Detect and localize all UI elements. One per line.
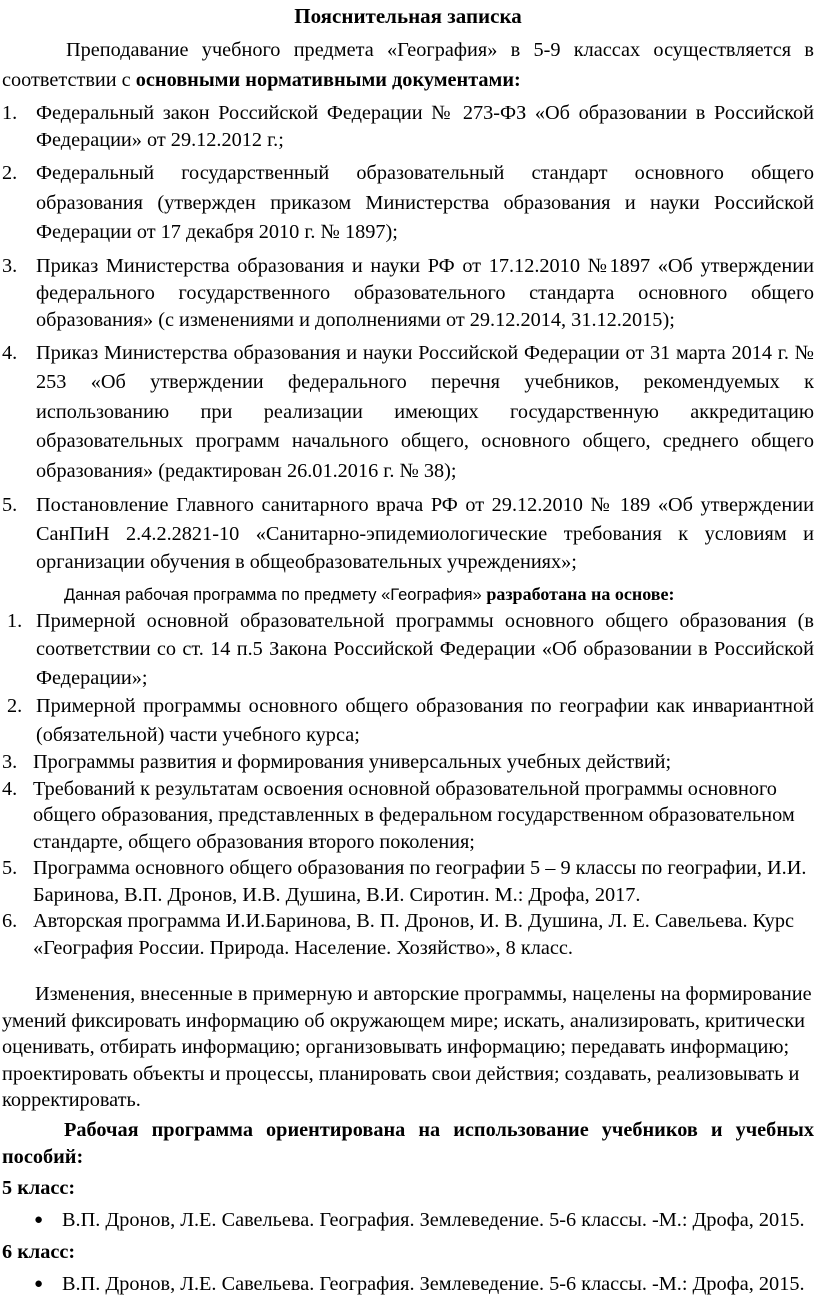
list-item-text: Примерной программы основного общего образования по географии как инвариантной (обязательной) части учебного курса; (36, 695, 814, 746)
list-number: 5. (2, 857, 18, 879)
list-number: 2. (2, 162, 18, 184)
list-item-text: Приказ Министерства образования и науки Российской Федерации от 31 марта 2014 г. № 253 «Об утверждении федерального перечня учебников, рекомендуемых к использованию при реализации имеющих государственную аккредитацию образовательных программ начального общего, основного общего, среднего общего образования» (редактирован 26.01.2016 г. № 38); (36, 341, 814, 482)
book-text: В.П. Дронов, Л.Е. Савельева. География. Землеведение. 5-6 классы. -М.: Дрофа, 2015. (62, 1272, 805, 1295)
list-item-text: Программа основного общего образования по географии 5 – 9 классы по географии, И.И. Баринова, В.П. Дронов, И.В. Душина, В.И. Сиротин. М.: Дрофа, 2017. (33, 857, 807, 906)
list-item-text: Требований к результатам освоения основной образовательной программы основного общего образования, представленных в федеральном государственном образовательном стандарте, общего образования второго поколения; (33, 777, 795, 853)
list-number: 1. (2, 102, 18, 124)
page-title: Пояснительная записка (294, 4, 522, 28)
intro-text: Преподавание учебного предмета «География» в 5-9 классах осуществляется в соответствии с (2, 39, 814, 91)
list-number: 4. (2, 777, 18, 800)
list-item (0, 159, 816, 248)
list-item (0, 692, 816, 749)
basis-lead (64, 582, 816, 607)
list-item-text: Примерной основной образовательной программы основного общего образования (в соответствии со ст. 14 п.5 Закона Российской Федерации «Об образовании в Российской Федерации»; (36, 609, 814, 689)
list-item (0, 855, 816, 908)
list-item (0, 1270, 816, 1299)
book-text: В.П. Дронов, Л.Е. Савельева. География. Землеведение. 5-6 классы. -М.: Дрофа, 2015. (62, 1208, 805, 1231)
list-item-text: Федеральный государственный образовательный стандарт основного общего образования (утвержден приказом Министерства образования и науки Российской Федерации от 17 декабря 2010 г. № 1897); (36, 162, 814, 243)
list-item (0, 1206, 816, 1235)
list-item (0, 749, 816, 776)
list-item-text: Постановление Главного санитарного врача РФ от 29.12.2010 № 189 «Об утверждении СанПиН 2.4.2.2821-10 «Санитарно-эпидемиологические требования к условиям и организации обучения в общеобразовательных учреждениях»; (36, 494, 814, 573)
changes-paragraph: Изменения, внесенные в примерную и авторские программы, нацелены на формирование умений фиксировать информацию об окружающем мире; искать, анализировать, критически оценивать, отбирать информацию; организовывать информацию; передавать информацию; проектировать объекты и процессы, планировать свои действия; создавать, реализовывать и корректировать. (2, 983, 812, 1111)
list-item-text: Приказ Министерства образования и науки РФ от 17.12.2010 №1897 «Об утверждении федерального государственного образовательного стандарта основного общего образования» (с изменениями и дополнениями от 29.12.2014, 31.12.2015); (36, 254, 814, 331)
basis-text: Данная рабочая программа по предмету «География» (64, 585, 487, 604)
bullet-icon: ● (34, 1275, 44, 1292)
bullet-icon: ● (34, 1211, 44, 1228)
list-item (0, 491, 816, 577)
list-number: 3. (2, 751, 18, 773)
list-number: 5. (2, 494, 18, 516)
list-item (0, 100, 816, 154)
list-number: 2. (7, 695, 23, 717)
list-item (0, 253, 816, 334)
grade-5-heading: 5 класс: (2, 1176, 76, 1199)
intro-paragraph (2, 35, 814, 95)
list-item-text: Авторская программа И.И.Баринова, В. П. Дронов, И. В. Душина, Л. Е. Савельева. Курс «География России. Природа. Население. Хозяйство», 8 класс. (33, 910, 794, 959)
list-item-text: Федеральный закон Российской Федерации № 273-ФЗ «Об образовании в Российской Федерации» от 29.12.2012 г.; (36, 102, 814, 151)
grade-5-books (0, 1206, 816, 1235)
list-number: 1. (7, 609, 23, 632)
normative-documents-list (0, 100, 816, 577)
list-item-text: Программы развития и формирования универсальных учебных действий; (33, 751, 672, 773)
list-item (0, 776, 816, 856)
list-item (0, 339, 816, 487)
list-number: 6. (2, 910, 18, 932)
basis-bold-text: разработана на основе: (486, 583, 675, 604)
basis-list-a (0, 607, 816, 750)
textbooks-heading: Рабочая программа ориентирована на использование учебников и учебных пособий: (2, 1118, 814, 1168)
list-number: 4. (2, 341, 18, 364)
basis-list-b (0, 749, 816, 961)
grade-6-books (0, 1270, 816, 1299)
intro-bold-text: основными нормативными документами: (135, 69, 521, 91)
grade-6-heading: 6 класс: (2, 1240, 76, 1263)
list-number: 3. (2, 254, 18, 277)
list-item (0, 908, 816, 961)
list-item (0, 607, 816, 693)
